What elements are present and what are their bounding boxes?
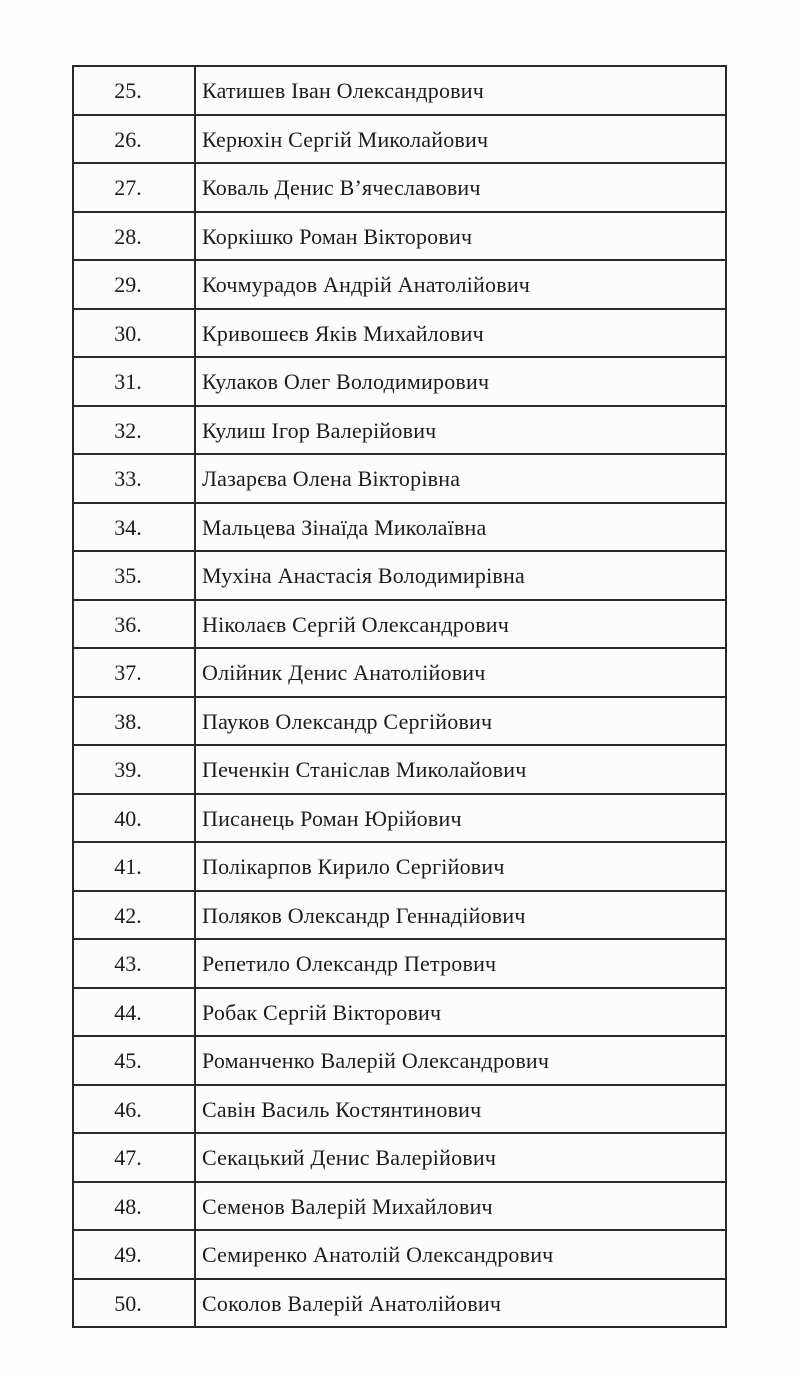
row-name-cell: Коваль Денис В’ячеславович [195, 163, 726, 212]
table-row [73, 745, 726, 794]
table-row [73, 842, 726, 891]
table-row [73, 1230, 726, 1279]
name-list-table [72, 65, 727, 1328]
row-name-cell: Полікарпов Кирило Сергійович [195, 842, 726, 891]
name-list-body [73, 66, 726, 1327]
row-number-cell: 47. [73, 1133, 195, 1182]
row-number-cell: 36. [73, 600, 195, 649]
row-name-cell: Олійник Денис Анатолійович [195, 648, 726, 697]
row-number-cell: 31. [73, 357, 195, 406]
table-row [73, 551, 726, 600]
row-name-cell: Поляков Олександр Геннадійович [195, 891, 726, 940]
table-row [73, 66, 726, 115]
row-number-cell: 33. [73, 454, 195, 503]
table-row [73, 1182, 726, 1231]
row-number-cell: 28. [73, 212, 195, 261]
row-name-cell: Секацький Денис Валерійович [195, 1133, 726, 1182]
table-row [73, 794, 726, 843]
row-name-cell: Романченко Валерій Олександрович [195, 1036, 726, 1085]
table-row [73, 939, 726, 988]
table-row [73, 115, 726, 164]
row-name-cell: Репетило Олександр Петрович [195, 939, 726, 988]
row-number-cell: 43. [73, 939, 195, 988]
table-row [73, 163, 726, 212]
row-name-cell: Лазарєва Олена Вікторівна [195, 454, 726, 503]
row-name-cell: Мальцева Зінаїда Миколаївна [195, 503, 726, 552]
table-row [73, 891, 726, 940]
table-row [73, 212, 726, 261]
row-name-cell: Семиренко Анатолій Олександрович [195, 1230, 726, 1279]
row-number-cell: 25. [73, 66, 195, 115]
row-name-cell: Керюхін Сергій Миколайович [195, 115, 726, 164]
row-number-cell: 34. [73, 503, 195, 552]
table-row [73, 260, 726, 309]
table-row [73, 648, 726, 697]
row-number-cell: 38. [73, 697, 195, 746]
row-name-cell: Мухіна Анастасія Володимирівна [195, 551, 726, 600]
table-row [73, 1036, 726, 1085]
row-number-cell: 41. [73, 842, 195, 891]
row-name-cell: Пауков Олександр Сергійович [195, 697, 726, 746]
table-row [73, 600, 726, 649]
table-row [73, 1279, 726, 1328]
row-number-cell: 46. [73, 1085, 195, 1134]
row-number-cell: 27. [73, 163, 195, 212]
table-row [73, 406, 726, 455]
row-number-cell: 40. [73, 794, 195, 843]
row-number-cell: 30. [73, 309, 195, 358]
row-name-cell: Писанець Роман Юрійович [195, 794, 726, 843]
row-number-cell: 29. [73, 260, 195, 309]
row-number-cell: 50. [73, 1279, 195, 1328]
row-name-cell: Соколов Валерій Анатолійович [195, 1279, 726, 1328]
row-name-cell: Семенов Валерій Михайлович [195, 1182, 726, 1231]
row-name-cell: Кривошеєв Яків Михайлович [195, 309, 726, 358]
row-number-cell: 26. [73, 115, 195, 164]
row-number-cell: 42. [73, 891, 195, 940]
row-name-cell: Кочмурадов Андрій Анатолійович [195, 260, 726, 309]
row-name-cell: Ніколаєв Сергій Олександрович [195, 600, 726, 649]
row-name-cell: Печенкін Станіслав Миколайович [195, 745, 726, 794]
row-number-cell: 48. [73, 1182, 195, 1231]
row-number-cell: 39. [73, 745, 195, 794]
table-row [73, 1133, 726, 1182]
table-row [73, 1085, 726, 1134]
table-row [73, 503, 726, 552]
row-number-cell: 45. [73, 1036, 195, 1085]
row-name-cell: Кулаков Олег Володимирович [195, 357, 726, 406]
row-name-cell: Кулиш Ігор Валерійович [195, 406, 726, 455]
table-row [73, 988, 726, 1037]
row-number-cell: 49. [73, 1230, 195, 1279]
row-number-cell: 35. [73, 551, 195, 600]
table-row [73, 454, 726, 503]
table-row [73, 357, 726, 406]
table-row [73, 309, 726, 358]
row-number-cell: 37. [73, 648, 195, 697]
table-row [73, 697, 726, 746]
row-name-cell: Савін Василь Костянтинович [195, 1085, 726, 1134]
row-number-cell: 32. [73, 406, 195, 455]
row-name-cell: Робак Сергій Вікторович [195, 988, 726, 1037]
row-name-cell: Коркішко Роман Вікторович [195, 212, 726, 261]
row-number-cell: 44. [73, 988, 195, 1037]
row-name-cell: Катишев Іван Олександрович [195, 66, 726, 115]
